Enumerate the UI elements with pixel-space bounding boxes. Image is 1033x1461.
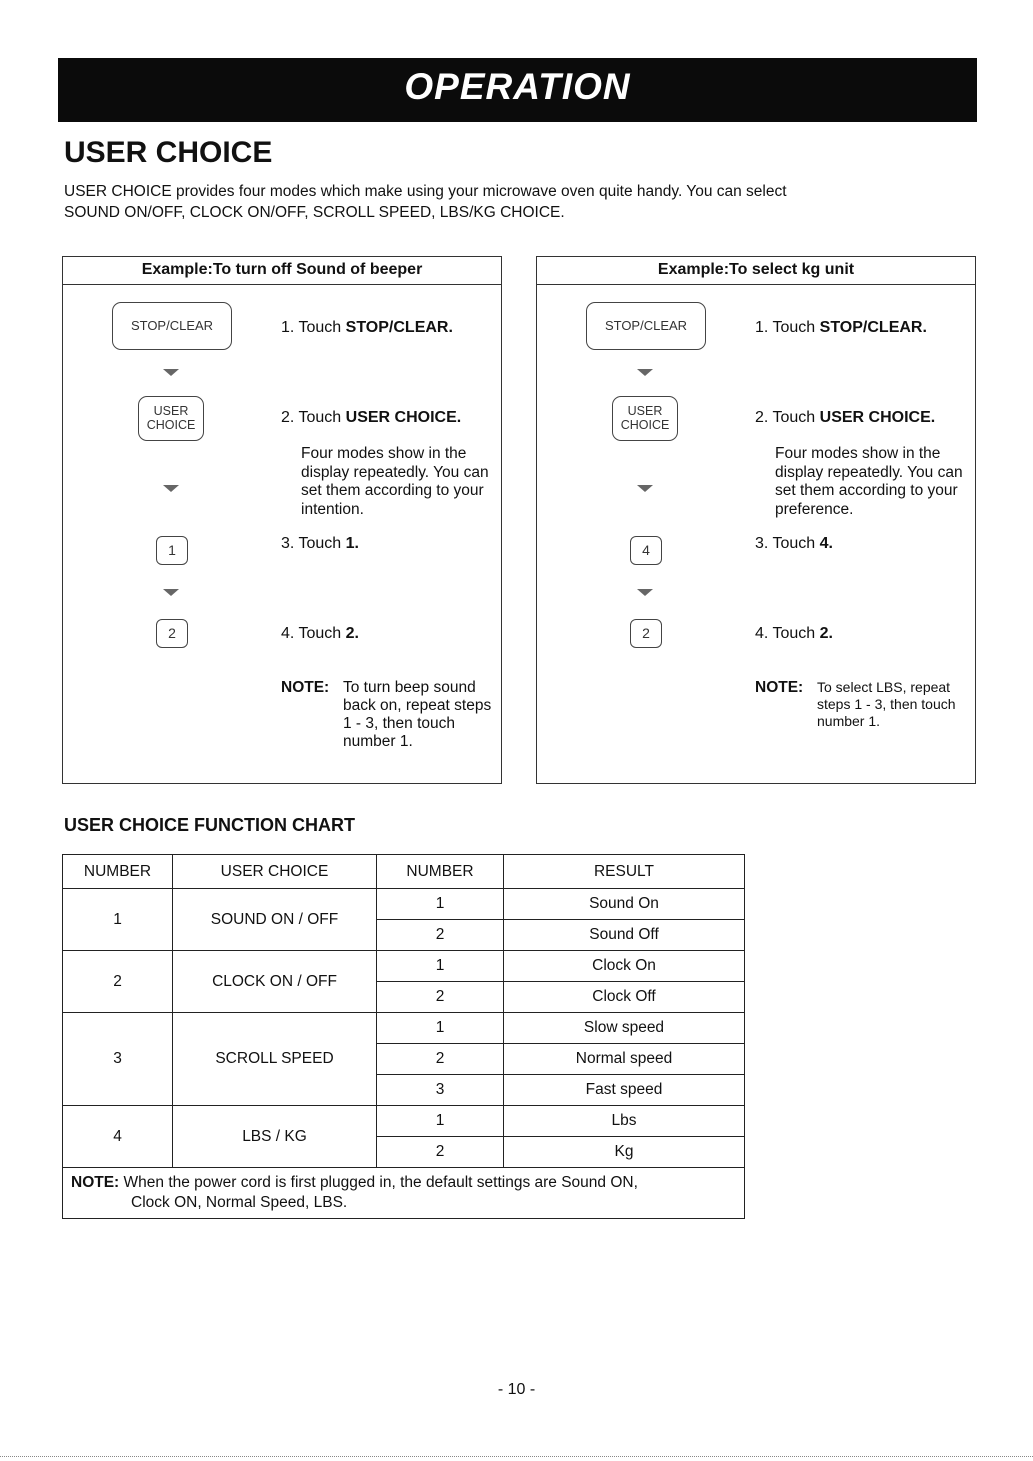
- setting-number: 2: [377, 1137, 504, 1168]
- setting-number: 2: [377, 982, 504, 1013]
- step-text: 1. Touch: [281, 319, 346, 336]
- setting-result: Sound Off: [504, 920, 745, 951]
- setting-result: Normal speed: [504, 1044, 745, 1075]
- column-header: NUMBER: [377, 855, 504, 889]
- step-text: 1. Touch: [755, 319, 820, 336]
- setting-number: 3: [377, 1075, 504, 1106]
- setting-number: 1: [377, 1106, 504, 1137]
- setting-result: Lbs: [504, 1106, 745, 1137]
- table-row: [63, 889, 745, 920]
- step-key-name: USER CHOICE.: [345, 409, 462, 426]
- example-box-kg: [536, 256, 976, 784]
- down-arrow-icon: [637, 369, 653, 376]
- banner-title: OPERATION: [404, 66, 631, 107]
- step-key-name: 2.: [819, 625, 833, 642]
- number-key-icon: 4: [630, 536, 662, 565]
- page-title: USER CHOICE: [64, 136, 273, 169]
- note-label: NOTE:: [755, 679, 804, 696]
- mode-number: 1: [63, 889, 173, 951]
- mode-number: 4: [63, 1106, 173, 1168]
- step-text: 4. Touch: [281, 625, 346, 642]
- step-key-name: USER CHOICE.: [819, 409, 936, 426]
- page-number: - 10 -: [497, 1381, 536, 1398]
- key-label-line-2: CHOICE: [146, 418, 196, 432]
- table-note: [63, 1168, 745, 1219]
- table-header-row: [63, 855, 745, 889]
- step-key-name: 4.: [819, 535, 833, 552]
- stop-clear-key-icon: STOP/CLEAR: [586, 302, 706, 350]
- key-label-line-2: CHOICE: [620, 418, 670, 432]
- step-2-description: Four modes show in the display repeatedly. You can set them according to your intention.: [301, 445, 489, 518]
- mode-name: SCROLL SPEED: [173, 1013, 377, 1106]
- setting-result: Clock Off: [504, 982, 745, 1013]
- setting-number: 2: [377, 1044, 504, 1075]
- mode-name: SOUND ON / OFF: [173, 889, 377, 951]
- step-text: 4. Touch: [755, 625, 820, 642]
- chart-title: USER CHOICE FUNCTION CHART: [64, 815, 355, 835]
- down-arrow-icon: [163, 485, 179, 492]
- step-text: 3. Touch: [281, 535, 346, 552]
- note-label: NOTE:: [71, 1174, 120, 1191]
- step-3: [281, 535, 359, 553]
- mode-name: LBS / KG: [173, 1106, 377, 1168]
- note-label: NOTE:: [281, 679, 330, 696]
- mode-number: 3: [63, 1013, 173, 1106]
- setting-result: Fast speed: [504, 1075, 745, 1106]
- table-row: [63, 1106, 745, 1137]
- step-1: [755, 319, 927, 337]
- step-4: [755, 625, 833, 643]
- column-header: RESULT: [504, 855, 745, 889]
- step-4: [281, 625, 359, 643]
- setting-result: Sound On: [504, 889, 745, 920]
- intro-paragraph: [64, 181, 944, 223]
- bottom-divider: [0, 1456, 1033, 1457]
- table-row: [63, 1013, 745, 1044]
- step-2: [281, 409, 461, 427]
- step-text: 3. Touch: [755, 535, 820, 552]
- note-line-2: Clock ON, Normal Speed, LBS.: [131, 1194, 348, 1211]
- setting-result: Slow speed: [504, 1013, 745, 1044]
- example-note: [755, 679, 956, 729]
- user-choice-key-icon: [138, 396, 204, 441]
- stop-clear-key-icon: STOP/CLEAR: [112, 302, 232, 350]
- down-arrow-icon: [637, 589, 653, 596]
- number-key-icon: 1: [156, 536, 188, 565]
- step-key-name: STOP/CLEAR.: [345, 319, 453, 336]
- example-header: Example:To turn off Sound of beeper: [63, 257, 501, 285]
- key-label-line-1: USER: [627, 404, 663, 418]
- example-header: Example:To select kg unit: [537, 257, 975, 285]
- step-key-name: 2.: [345, 625, 359, 642]
- mode-name: CLOCK ON / OFF: [173, 951, 377, 1013]
- function-chart-table: [62, 854, 745, 1219]
- down-arrow-icon: [163, 369, 179, 376]
- number-key-icon: 2: [630, 619, 662, 648]
- mode-number: 2: [63, 951, 173, 1013]
- note-line-1: When the power cord is first plugged in, the default settings are Sound ON,: [123, 1174, 638, 1191]
- step-1: [281, 319, 453, 337]
- step-key-name: 1.: [345, 535, 359, 552]
- table-row: [63, 951, 745, 982]
- step-3: [755, 535, 833, 553]
- key-label-line-1: USER: [153, 404, 189, 418]
- step-2: [755, 409, 935, 427]
- setting-number: 1: [377, 889, 504, 920]
- step-2-description: Four modes show in the display repeatedly. You can set them according to your preference.: [775, 445, 963, 518]
- down-arrow-icon: [163, 589, 179, 596]
- step-key-name: STOP/CLEAR.: [819, 319, 927, 336]
- setting-number: 1: [377, 951, 504, 982]
- note-text: To turn beep sound back on, repeat steps 1 - 3, then touch number 1.: [343, 679, 492, 750]
- setting-result: Clock On: [504, 951, 745, 982]
- setting-number: 2: [377, 920, 504, 951]
- setting-result: Kg: [504, 1137, 745, 1168]
- note-text: To select LBS, repeat steps 1 - 3, then touch number 1.: [817, 679, 956, 729]
- column-header: USER CHOICE: [173, 855, 377, 889]
- example-note: [281, 679, 492, 750]
- user-choice-key-icon: [612, 396, 678, 441]
- down-arrow-icon: [637, 485, 653, 492]
- number-key-icon: 2: [156, 619, 188, 648]
- setting-number: 1: [377, 1013, 504, 1044]
- example-box-sound: [62, 256, 502, 784]
- intro-line-2: SOUND ON/OFF, CLOCK ON/OFF, SCROLL SPEED, LBS/KG CHOICE.: [64, 204, 565, 221]
- step-text: 2. Touch: [281, 409, 346, 426]
- step-text: 2. Touch: [755, 409, 820, 426]
- section-banner: [58, 58, 977, 122]
- intro-line-1: USER CHOICE provides four modes which make using your microwave oven quite handy. You can select: [64, 183, 787, 200]
- table-note-row: [63, 1168, 745, 1219]
- column-header: NUMBER: [63, 855, 173, 889]
